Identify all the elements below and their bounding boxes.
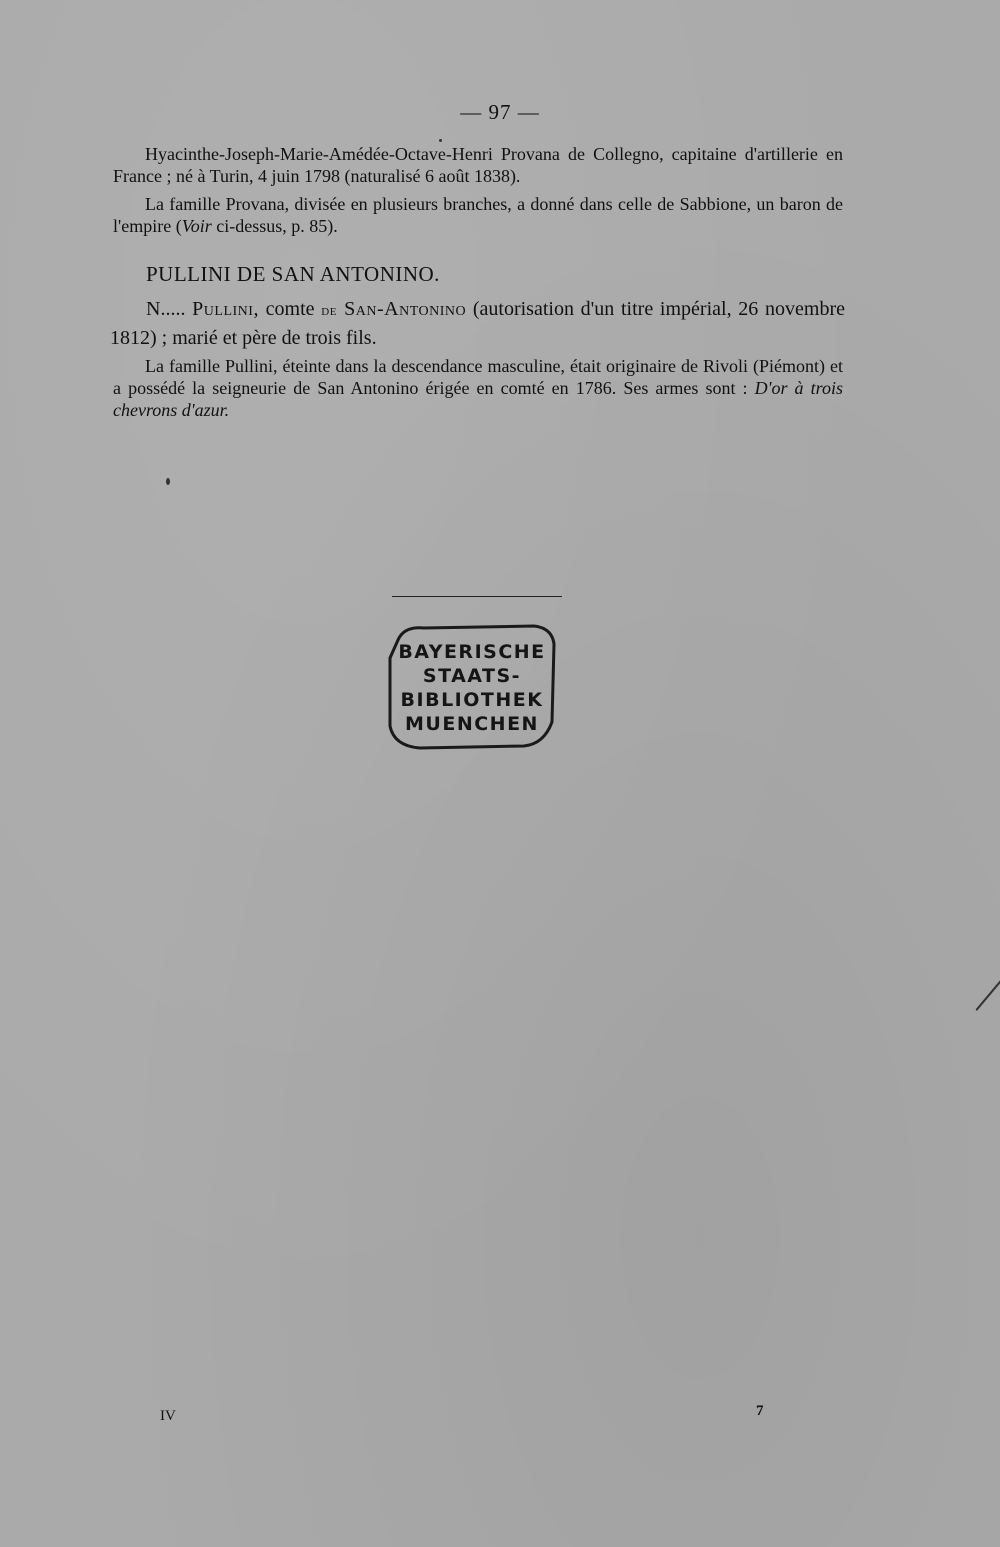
entry-title: comte	[258, 298, 322, 320]
entry-prefix: N.....	[146, 298, 193, 320]
paragraph-provana-family	[113, 193, 843, 237]
paragraph-text: La famille Provana, divisée en plusieurs branches, a donné dans celle de Sabbione, un baron de l'empire (	[113, 194, 843, 236]
italic-reference: Voir	[181, 216, 212, 236]
entry-rest: (autorisation d'un titre impérial, 26 novembre 1812) ; marié et père de trois fils.	[110, 298, 845, 349]
italic-blazon: D'or à trois chevrons d'azur.	[113, 378, 843, 420]
entry-pullini	[110, 296, 845, 352]
stamp-line: BAYERISCHE	[398, 641, 546, 663]
sheet-number: 7	[756, 1403, 764, 1419]
page-number: — 97 —	[460, 100, 540, 124]
entry-particle: de	[321, 303, 337, 319]
paragraph-text: ci-dessus, p. 85).	[211, 216, 338, 236]
end-rule	[392, 596, 562, 597]
stamp-line: STAATS-	[422, 665, 522, 687]
ink-speck	[439, 139, 442, 142]
entry-name: Pullini,	[192, 298, 259, 320]
library-stamp	[384, 622, 560, 750]
signature-mark: IV	[160, 1408, 176, 1424]
paragraph-text: La famille Pullini, éteinte dans la descendance masculine, était originaire de Rivoli (Piémont) et a possédé la seigneurie de San Antonino érigée en comté en 1786. Ses armes sont :	[113, 356, 843, 398]
paragraph-pullini-family	[113, 355, 843, 421]
paragraph-provana-collegno: Hyacinthe-Joseph-Marie-Amédée-Octave-Henri Provana de Collegno, capitaine d'artillerie en France ; né à Turin, 4 juin 1798 (naturalisé 6 août 1838).	[113, 144, 843, 186]
ink-speck	[166, 478, 170, 485]
stamp-line: MUENCHEN	[405, 713, 539, 735]
ink-speck	[975, 979, 1000, 1011]
stamp-line: BIBLIOTHEK	[400, 689, 544, 711]
section-heading: PULLINI DE SAN ANTONINO.	[146, 262, 440, 286]
entry-place: San-Antonino	[336, 298, 467, 320]
